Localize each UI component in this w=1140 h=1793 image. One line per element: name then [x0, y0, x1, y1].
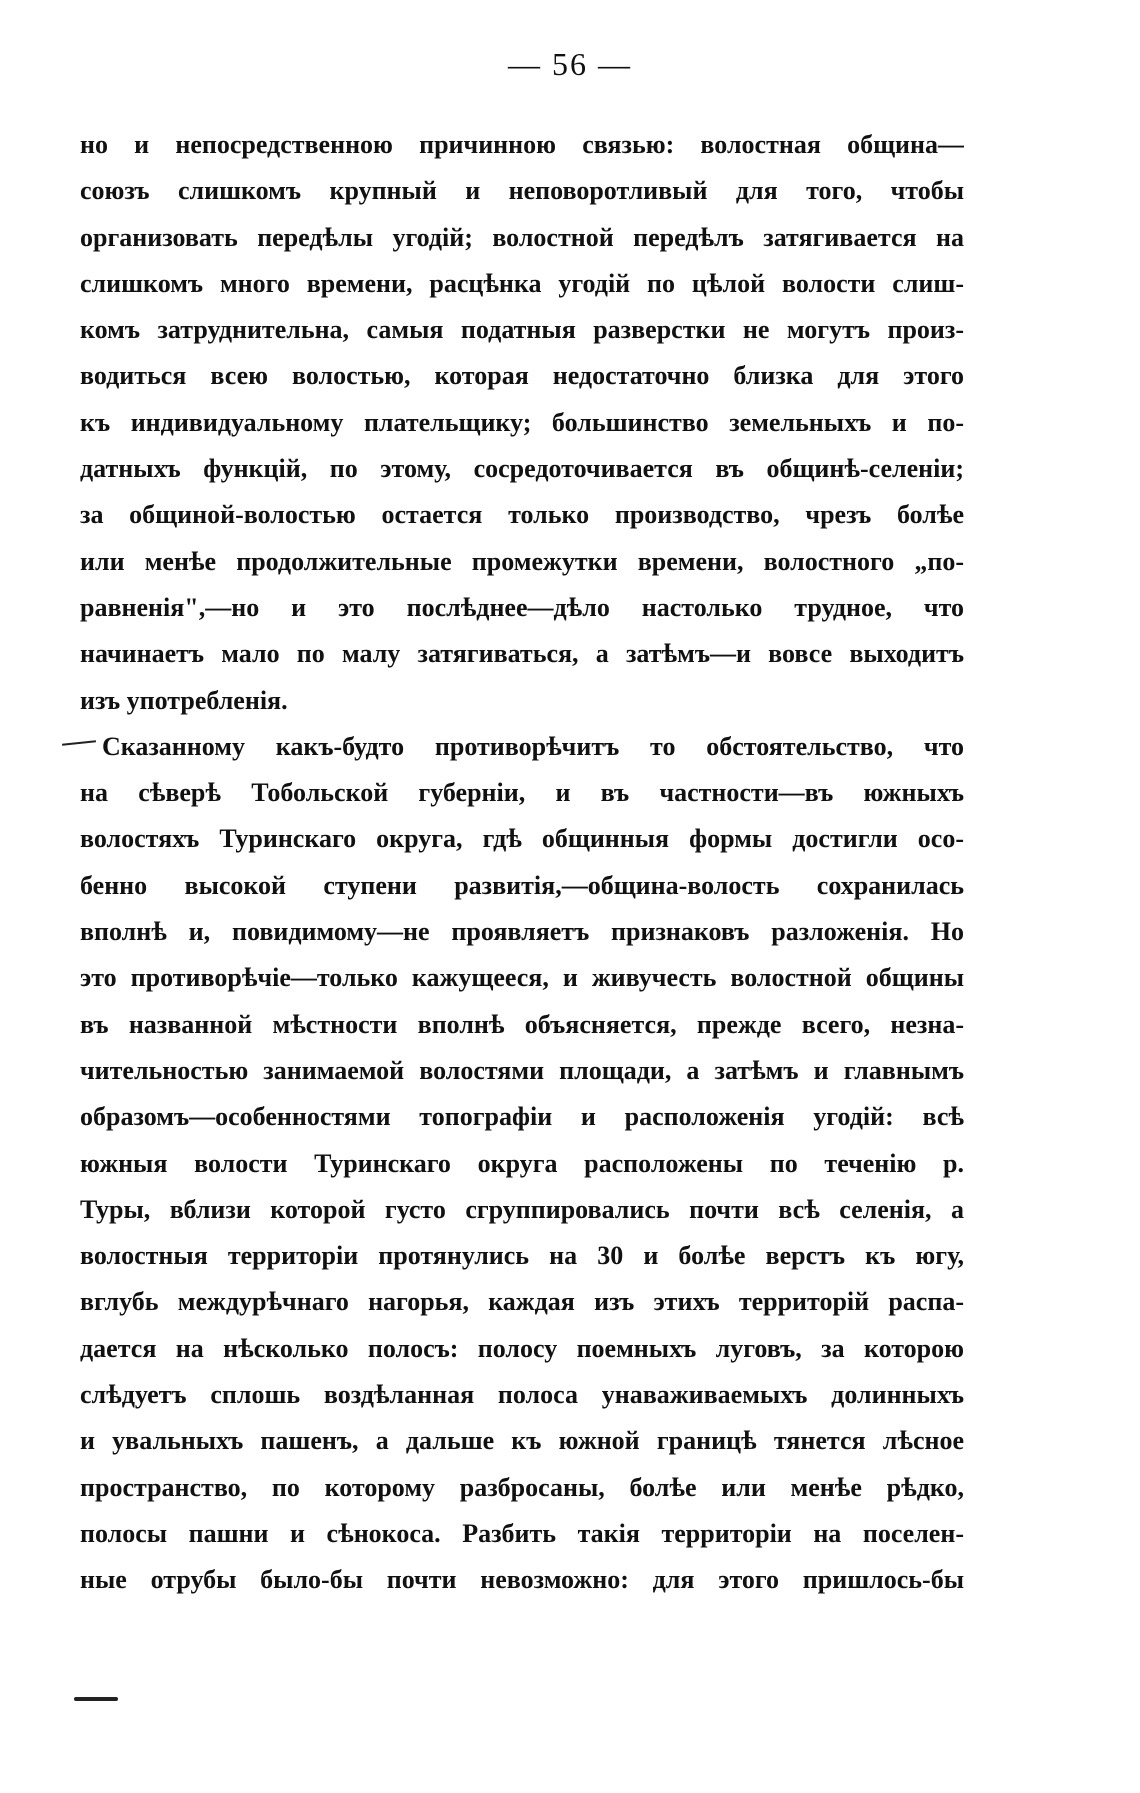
- text-line: начинаетъ мало по малу затягиваться, а затѣмъ—и вовсе выходитъ: [80, 639, 964, 669]
- text-line: Сказанному какъ-будто противорѣчитъ то обстоятельство, что: [102, 731, 964, 761]
- text-line: изъ употребленія.: [80, 685, 288, 715]
- text-line: за общиной-волостью остается только производство, чрезъ болѣе: [80, 500, 964, 530]
- text-line: чительностью занимаемой волостями площади, а затѣмъ и главнымъ: [80, 1055, 964, 1085]
- text-line: образомъ—особенностями топографіи и расположенія угодій: всѣ: [80, 1102, 964, 1132]
- text-line: союзъ слишкомъ крупный и неповоротливый для того, чтобы: [80, 176, 964, 206]
- text-line: пространство, по которому разбросаны, болѣе или менѣе рѣдко,: [80, 1472, 964, 1502]
- text-line: на сѣверѣ Тобольской губерніи, и въ частности—въ южныхъ: [80, 778, 964, 808]
- text-line: датныхъ функцій, по этому, сосредоточивается въ общинѣ-селеніи;: [80, 454, 964, 484]
- text-line: полосы пашни и сѣнокоса. Разбить такія территоріи на поселен-: [80, 1518, 964, 1548]
- text-line: въ названной мѣстности вполнѣ объясняется, прежде всего, незна-: [80, 1009, 964, 1039]
- page-number-header: — 56 —: [508, 46, 632, 82]
- body-text: [80, 122, 964, 1604]
- text-line: слишкомъ много времени, расцѣнка угодій по цѣлой волости слиш-: [80, 268, 964, 298]
- text-line: ные отрубы было-бы почти невозможно: для этого пришлось-бы: [80, 1565, 964, 1595]
- text-line: слѣдуетъ сплошь воздѣланная полоса унаваживаемыхъ долинныхъ: [80, 1380, 964, 1410]
- text-line: волостяхъ Туринскаго округа, гдѣ общинныя формы достигли осо-: [80, 824, 964, 854]
- text-line: водиться всею волостью, которая недостаточно близка для этого: [80, 361, 964, 391]
- text-line: вполнѣ и, повидимому—не проявляетъ признаковъ разложенія. Но: [80, 917, 964, 947]
- text-line: или менѣе продолжительные промежутки времени, волостного „по-: [80, 546, 964, 576]
- text-line: и увальныхъ пашенъ, а дальше къ южной границѣ тянется лѣсное: [80, 1426, 964, 1456]
- text-line: вглубь междурѣчнаго нагорья, каждая изъ этихъ территорій распа-: [80, 1287, 964, 1317]
- text-line: къ индивидуальному плательщику; большинство земельныхъ и по-: [80, 407, 964, 437]
- footer-dash-mark: [74, 1697, 118, 1701]
- text-line: равненія",—но и это послѣднее—дѣло настолько трудное, что: [80, 592, 964, 622]
- text-line: Туры, вблизи которой густо сгруппировались почти всѣ селенія, а: [80, 1194, 964, 1224]
- text-line: бенно высокой ступени развитія,—община-волость сохранилась: [80, 870, 964, 900]
- text-line: комъ затруднительна, самыя податныя разверстки не могутъ произ-: [80, 315, 964, 345]
- text-line: волостныя территоріи протянулись на 30 и болѣе верстъ къ югу,: [80, 1241, 964, 1271]
- text-line: дается на нѣсколько полосъ: полосу поемныхъ луговъ, за которою: [80, 1333, 964, 1363]
- text-line: это противорѣчіе—только кажущееся, и живучесть волостной общины: [80, 963, 964, 993]
- text-line: организовать передѣлы угодій; волостной передѣлъ затягивается на: [80, 222, 964, 252]
- text-line: но и непосредственною причинною связью: волостная община—: [80, 130, 964, 159]
- text-line: южныя волости Туринскаго округа расположены по теченію р.: [80, 1148, 964, 1178]
